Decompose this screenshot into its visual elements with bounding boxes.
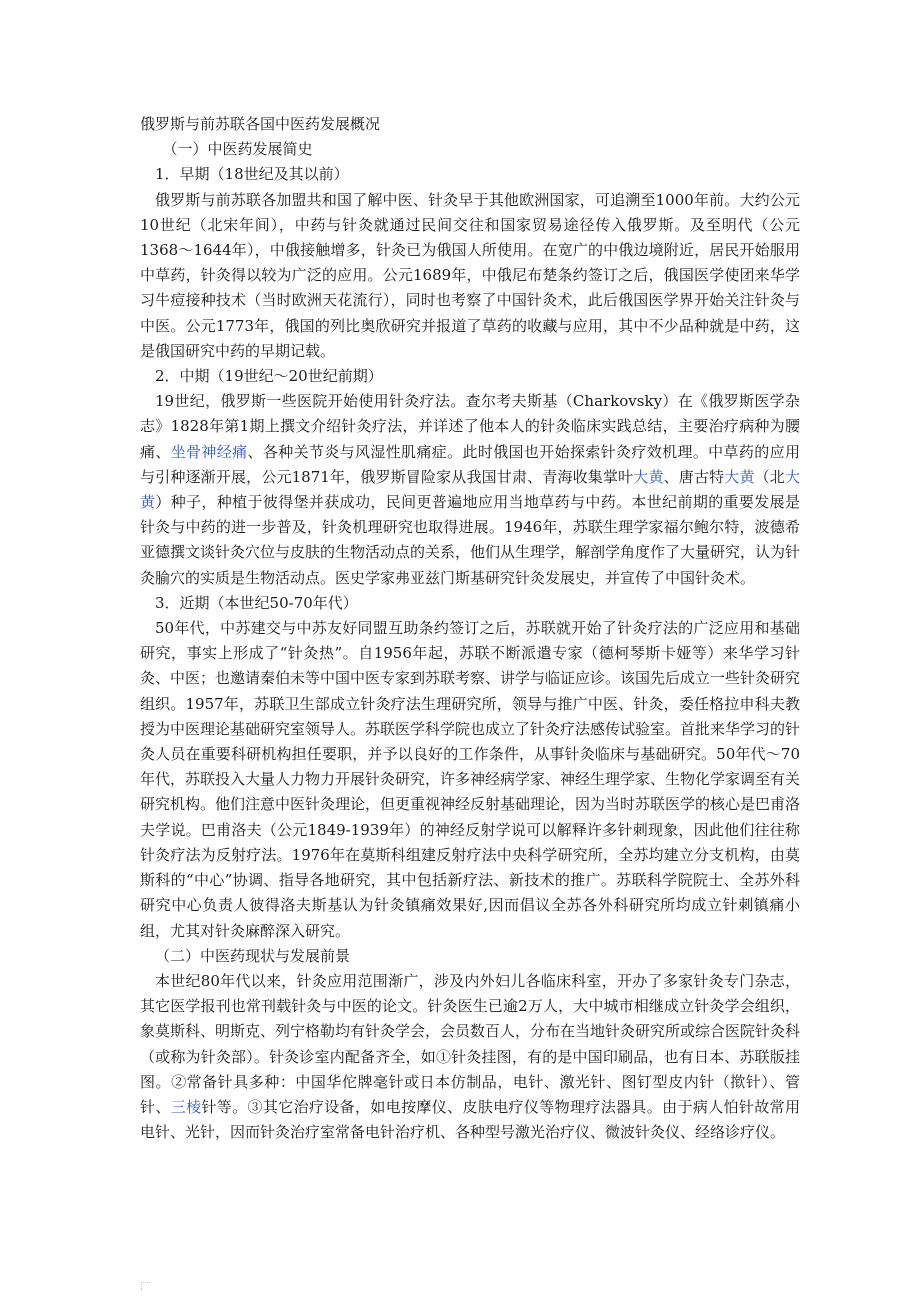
- paragraph-recent-period: 50年代，中苏建交与中苏友好同盟互助条约签订之后，苏联就开始了针灸疗法的广泛应用和基础研究，事实上形成了“针灸热”。自1956年起，苏联不断派遣专家（德柯琴斯卡娅等）来华学习针灸、中医；也邀请秦伯未等中国中医专家到苏联考察、讲学与临证应诊。该国先后成立一些针灸研究组织。1957年，苏联卫生部成立针灸疗法生理研究所，领导与推广中医、针灸，委任格拉申科夫教授为中医理论基础研究室领导人。苏联医学科学院也成立了针灸疗法感传试验室。首批来华学习的针灸人员在重要科研机构担任要职，并予以良好的工作条件，从事针灸临床与基础研究。50年代～70年代，苏联投入大量人力物力开展针灸研究，许多神经病学家、神经生理学家、生物化学家调至有关研究机构。他们注意中医针灸理论，但更重视神经反射基础理论，因为当时苏联医学的核心是巴甫洛夫学说。巴甫洛夫（公元1849-1939年）的神经反射学说可以解释许多针刺现象，因此他们往往称针灸疗法为反射疗法。1976年在莫斯科组建反射疗法中央科学研究所，全苏均建立分支机构，由莫斯科的“中心”协调、指导各地研究，其中包括新疗法、新技术的推广。苏联科学院院士、全苏外科研究中心负责人彼得洛夫斯基认为针灸镇痛效果好,因而倡议全苏各外科研究所均成立针刺镇痛小组，尤其对针灸麻醉深入研究。: [140, 619, 801, 940]
- page-corner-mark: [141, 1282, 150, 1291]
- link-rhubarb[interactable]: 大黄: [633, 467, 664, 486]
- document-title: 俄罗斯与前苏联各国中医药发展概况: [140, 115, 381, 133]
- text-segment: ）种子，种植于彼得堡并获成功，民间更普遍地应用当地草药与中药。本世纪前期的重要发展是针灸与中药的进一步普及，针灸机理研究也取得进展。1946年，苏联生理学家福尔鲍尔特，波德希亚德撰文谈针灸穴位与皮肤的生物活动点的关系，他们从生理学，解剖学角度作了大量研究，认为针灸腧穴的实质是生物活动点。医史学家弗亚兹门斯基研究针灸发展史，并宣传了中国针灸术。: [140, 493, 801, 587]
- subheading-early-period: 1．早期（18世纪及其以前）: [155, 165, 349, 184]
- text-segment: （北: [754, 467, 785, 486]
- text-segment: 针等。③其它治疗设备，如电按摩仪、皮肤电疗仪等物理疗法器具。由于病人怕针故常用电针、光针，因而针灸治疗室常备电针治疗机、各种型号激光治疗仪、微波针灸仪、经络诊疗仪。: [140, 1097, 800, 1142]
- text-segment: 、唐古特: [663, 467, 725, 486]
- link-rhubarb[interactable]: 大黄: [724, 467, 755, 486]
- paragraph-status: [140, 969, 800, 1145]
- subheading-recent-period: 3．近期（本世纪50-70年代）: [155, 593, 358, 612]
- text-segment: 19世纪，俄罗斯一些医院开始使用针灸疗法。查尔考夫斯基（Charkovsky）在《俄罗斯医学杂志》1828年第1期上撰文介绍针灸疗法，并详述了他本人的针灸临床实践总结，主要治疗病种为腰痛、: [140, 392, 800, 461]
- link-prismatic-needle[interactable]: 三棱: [170, 1097, 202, 1116]
- document-body: [140, 112, 800, 1145]
- paragraph-early-period: 俄罗斯与前苏联各加盟共和国了解中医、针灸早于其他欧洲国家，可追溯至1000年前。大约公元10世纪（北宋年间），中药与针灸就通过民间交往和国家贸易途径传入俄罗斯。及至明代（公元1368～1644年），中俄接触增多，针灸已为俄国人所使用。在宽广的中俄边境附近，居民开始服用中草药，针灸得以较为广泛的应用。公元1689年，中俄尼布楚条约签订之后，俄国医学使团来华学习牛痘接种技术（当时欧洲天花流行），同时也考察了中国针灸术，此后俄国医学界开始关注针灸与中医。公元1773年，俄国的列比奥欣研究并报道了草药的收藏与应用，其中不少品种就是中药，这是俄国研究中药的早期记载。: [140, 190, 800, 360]
- text-segment: 、各种关节炎与风湿性肌痛症。此时俄国也开始探索针灸疗效机理。中草药的应用与引种逐渐开展，公元1871年，俄罗斯冒险家从我国甘肃、青海收集掌叶: [140, 442, 800, 486]
- section-heading-history: （一）中医药发展简史: [162, 140, 313, 159]
- text-segment: 本世纪80年代以来，针灸应用范围渐广，涉及内外妇儿各临床科室，开办了多家针灸专门杂志，其它医学报刊也常刊载针灸与中医的论文。针灸医生已逾2万人，大中城市相继成立针灸学会组织，象莫斯科、明斯克、列宁格勒均有针灸学会，会员数百人，分布在当地针灸研究所或综合医院针灸科（或称为针灸部）。针灸诊室内配备齐全，如①针灸挂图，有的是中国印刷品，也有日本、苏联版挂图。②常备针具多种：中国华佗牌毫针或日本仿制品，电针、激光针、图钉型皮内针（揿针）、管针、: [140, 971, 801, 1116]
- subheading-middle-period: 2．中期（19世纪～20世纪前期）: [155, 367, 383, 386]
- section-heading-status: （二）中医药现状与发展前景: [155, 946, 351, 965]
- link-sciatica[interactable]: 坐骨神经痛: [170, 442, 248, 461]
- paragraph-middle-period: [140, 389, 800, 591]
- link-rhubarb[interactable]: 大黄: [140, 467, 800, 512]
